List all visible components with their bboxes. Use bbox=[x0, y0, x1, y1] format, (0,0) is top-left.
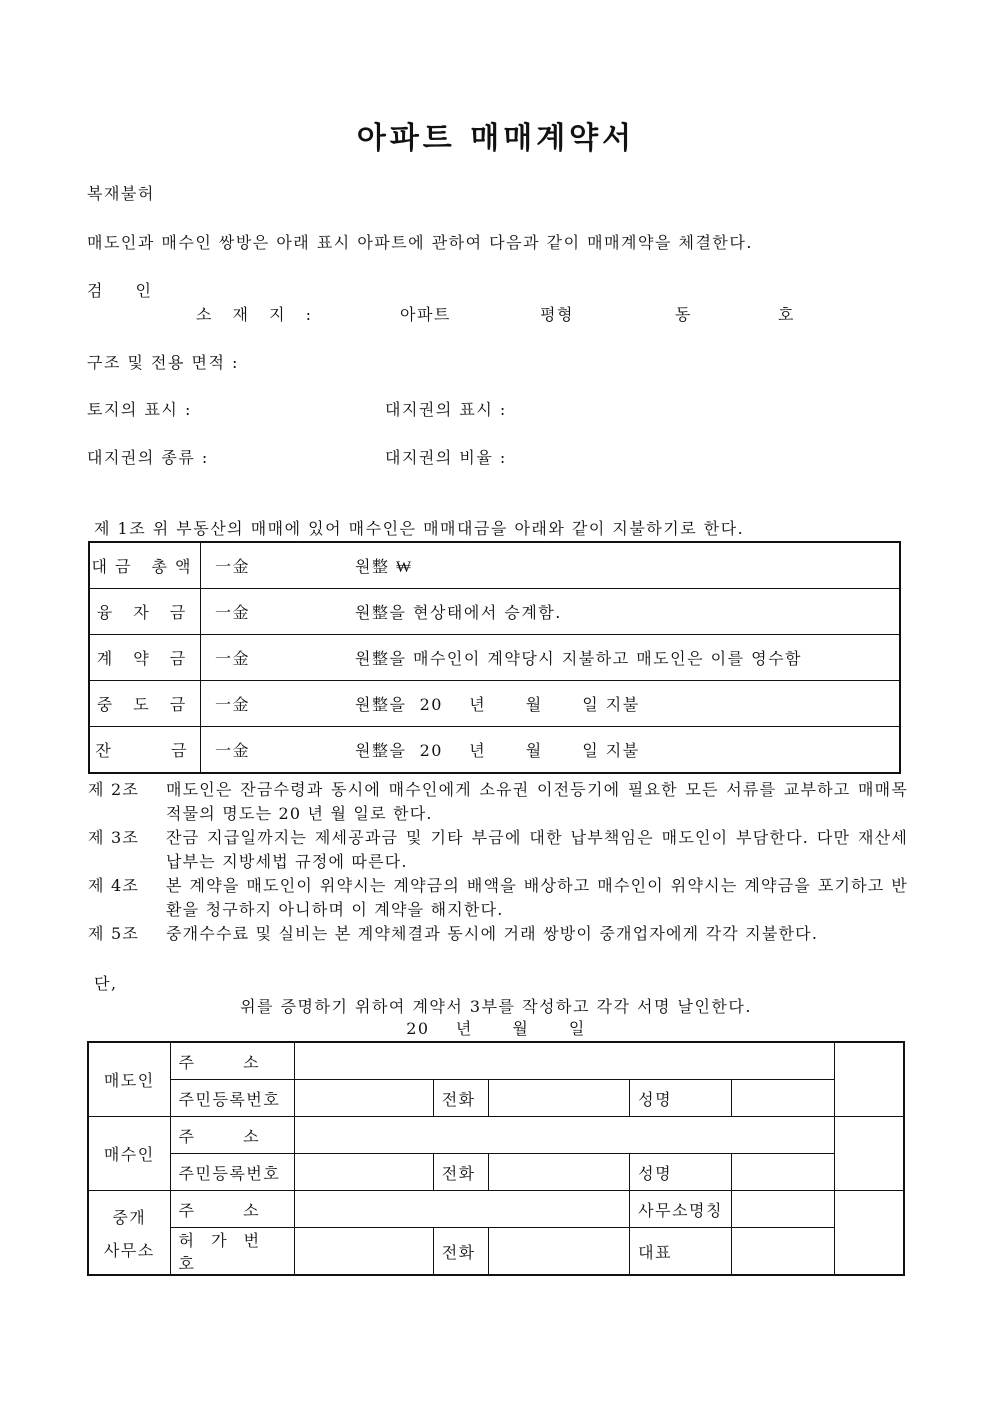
resident-number-label: 주민등록번호 bbox=[170, 1154, 295, 1191]
payment-text: 원整을 현상태에서 승계함. bbox=[355, 603, 562, 622]
payment-value[interactable] bbox=[201, 542, 901, 589]
payment-label: 잔 금 bbox=[89, 727, 201, 774]
seller-name-field[interactable] bbox=[731, 1080, 834, 1117]
buyer-seal-field[interactable] bbox=[834, 1117, 904, 1191]
agent-representative-field[interactable] bbox=[731, 1228, 834, 1276]
article-text: 중개수수료 및 실비는 본 계약체결과 동시에 거래 쌍방이 중개업자에게 각각 지불한다. bbox=[166, 924, 819, 943]
payment-label: 융 자 금 bbox=[89, 589, 201, 635]
article-item bbox=[88, 826, 908, 874]
no-copy-notice: 복재불허 bbox=[87, 184, 155, 203]
article-item bbox=[88, 922, 908, 946]
payment-row-balance bbox=[89, 727, 900, 774]
payment-text: 원整을 20 년 월 일 지불 bbox=[355, 695, 640, 714]
agent-office-label: 중개 사무소 bbox=[88, 1191, 170, 1276]
apartment-label: 아파트 bbox=[400, 305, 451, 324]
payment-label: 중 도 금 bbox=[89, 681, 201, 727]
article-number: 제 4조 bbox=[88, 876, 139, 895]
phone-label: 전화 bbox=[433, 1154, 488, 1191]
land-label: 토지의 표시 : bbox=[87, 400, 192, 419]
representative-label: 대표 bbox=[630, 1228, 732, 1276]
payment-row-interim bbox=[89, 681, 900, 727]
name-label: 성명 bbox=[630, 1154, 732, 1191]
agent-seal-field[interactable] bbox=[834, 1191, 904, 1276]
payment-value[interactable] bbox=[201, 635, 901, 681]
payment-value[interactable] bbox=[201, 589, 901, 635]
license-number-label: 허 가 번 호 bbox=[170, 1228, 295, 1276]
seller-resident-number-field[interactable] bbox=[295, 1080, 433, 1117]
buyer-name-field[interactable] bbox=[731, 1154, 834, 1191]
payment-text: 원整 ₩ bbox=[355, 557, 413, 576]
article-text: 매도인은 잔금수령과 동시에 매수인에게 소유권 이전등기에 필요한 모든 서류를 교부하고 매매목적물의 명도는 20 년 월 일로 한다. bbox=[166, 780, 908, 823]
payment-prefix: 一金 bbox=[215, 695, 251, 714]
payment-row-deposit bbox=[89, 635, 900, 681]
intro-text: 매도인과 매수인 쌍방은 아래 표시 아파트에 관하여 다음과 같이 매매계약을 체결한다. bbox=[87, 233, 753, 252]
seller-seal-field[interactable] bbox=[834, 1042, 904, 1117]
name-label: 성명 bbox=[630, 1080, 732, 1117]
payment-prefix: 一金 bbox=[215, 557, 251, 576]
article-number: 제 3조 bbox=[88, 828, 139, 847]
payment-table bbox=[88, 541, 901, 774]
article-text: 본 계약을 매도인이 위약시는 계약금의 배액을 배상하고 매수인이 위약시는 계약금을 포기하고 반환을 청구하지 아니하며 이 계약을 해지한다. bbox=[166, 876, 908, 919]
agent-office-name-field[interactable] bbox=[731, 1191, 834, 1228]
location-label: 소 재 지 : bbox=[196, 305, 320, 324]
payment-text: 원整을 매수인이 계약당시 지불하고 매도인은 이를 영수함 bbox=[355, 649, 803, 668]
ho-label: 호 bbox=[778, 305, 795, 324]
land-right-ratio-label: 대지권의 비율 : bbox=[385, 448, 507, 467]
buyer-phone-field[interactable] bbox=[489, 1154, 630, 1191]
phone-label: 전화 bbox=[433, 1080, 488, 1117]
articles-list bbox=[88, 778, 908, 946]
payment-value[interactable] bbox=[201, 727, 901, 774]
payment-value[interactable] bbox=[201, 681, 901, 727]
buyer-address-field[interactable] bbox=[295, 1117, 834, 1154]
seller-label: 매도인 bbox=[88, 1042, 170, 1117]
phone-label: 전화 bbox=[433, 1228, 488, 1276]
note-dan: 단, bbox=[94, 974, 118, 993]
agent-phone-field[interactable] bbox=[489, 1228, 630, 1276]
article-number: 제 2조 bbox=[88, 780, 139, 799]
contract-date: 20 년 월 일 bbox=[406, 1019, 586, 1038]
resident-number-label: 주민등록번호 bbox=[170, 1080, 295, 1117]
article-text: 잔금 지급일까지는 제세공과금 및 기타 부금에 대한 납부책임은 매도인이 부담한다. 다만 재산세 납부는 지방세법 규정에 따른다. bbox=[166, 828, 908, 871]
buyer-label: 매수인 bbox=[88, 1117, 170, 1191]
signature-table bbox=[87, 1041, 905, 1276]
payment-text: 원整을 20 년 월 일 지불 bbox=[355, 741, 640, 760]
land-right-type-label: 대지권의 종류 : bbox=[87, 448, 209, 467]
article-number: 제 5조 bbox=[88, 924, 139, 943]
article-item bbox=[88, 874, 908, 922]
address-label: 주 소 bbox=[170, 1191, 295, 1228]
payment-label: 대금 총액 bbox=[89, 542, 201, 589]
agent-license-field[interactable] bbox=[295, 1228, 433, 1276]
payment-label: 계 약 금 bbox=[89, 635, 201, 681]
land-right-label: 대지권의 표시 : bbox=[385, 400, 507, 419]
payment-prefix: 一金 bbox=[215, 603, 251, 622]
agent-address-field[interactable] bbox=[295, 1191, 630, 1228]
address-label: 주 소 bbox=[170, 1117, 295, 1154]
address-label: 주 소 bbox=[170, 1042, 295, 1080]
structure-area-label: 구조 및 전용 면적 : bbox=[87, 353, 239, 372]
payment-prefix: 一金 bbox=[215, 649, 251, 668]
buyer-resident-number-field[interactable] bbox=[295, 1154, 433, 1191]
article-item bbox=[88, 778, 908, 826]
seller-phone-field[interactable] bbox=[489, 1080, 630, 1117]
payment-row-loan bbox=[89, 589, 900, 635]
payment-row-total bbox=[89, 542, 900, 589]
dong-label: 동 bbox=[675, 305, 692, 324]
office-name-label: 사무소명칭 bbox=[630, 1191, 732, 1228]
page-title: 아파트 매매계약서 bbox=[356, 121, 636, 156]
inspection-label: 검 인 bbox=[87, 281, 165, 300]
seller-address-field[interactable] bbox=[295, 1042, 834, 1080]
pyeong-label: 평형 bbox=[540, 305, 574, 324]
payment-prefix: 一金 bbox=[215, 741, 251, 760]
article-1: 제 1조 위 부동산의 매매에 있어 매수인은 매매대금을 아래와 같이 지불하기로 한다. bbox=[94, 519, 745, 538]
proof-statement: 위를 증명하기 위하여 계약서 3부를 작성하고 각각 서명 날인한다. bbox=[240, 997, 752, 1016]
